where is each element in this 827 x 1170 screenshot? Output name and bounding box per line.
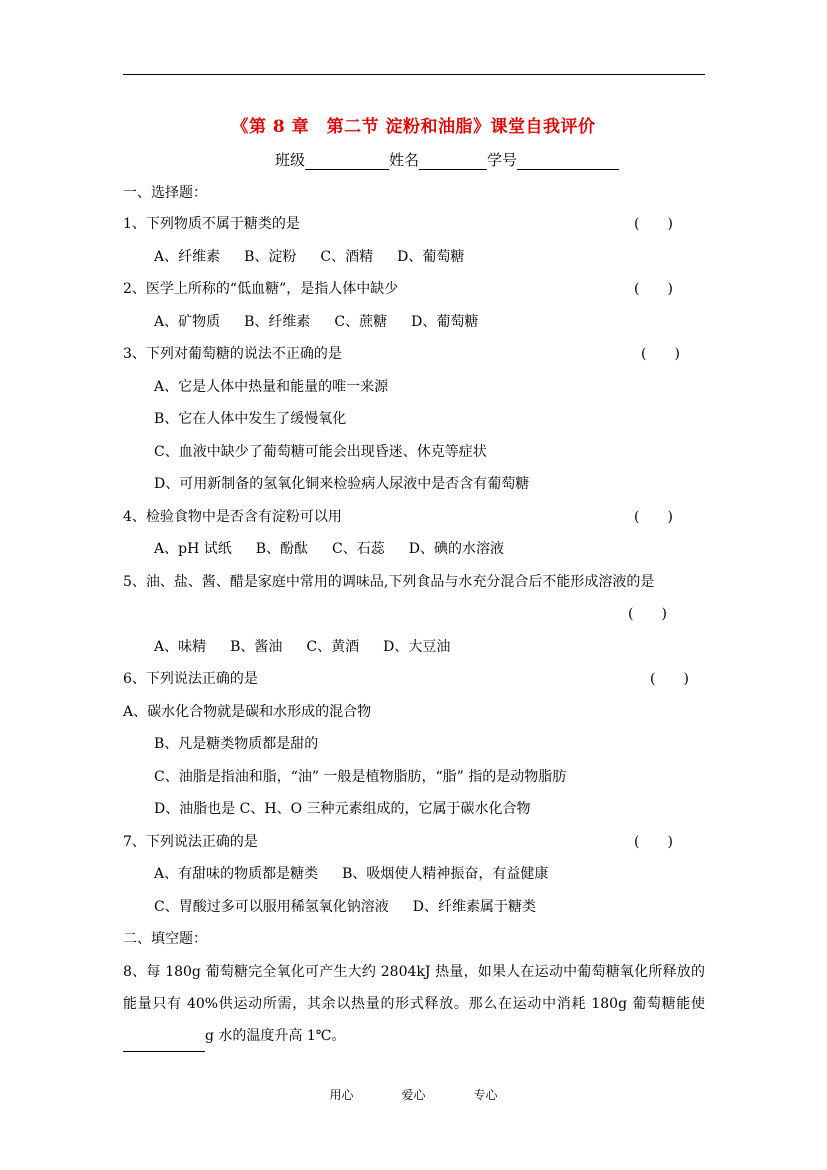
option-d: D、碘的水溶液	[408, 541, 504, 557]
option-b: B、酚酞	[255, 541, 309, 557]
question-1-options	[154, 247, 488, 267]
question-4-stem: 4、检验食物中是否含有淀粉可以用	[123, 509, 342, 525]
question-4-answer-paren[interactable]: ( )	[634, 509, 673, 525]
option-d: D、葡萄糖	[411, 314, 479, 330]
section-heading-fill: 二、填空题：	[123, 931, 207, 947]
question-2-stem: 2、医学上所称的“低血糖”，是指人体中缺少	[123, 281, 399, 297]
page-footer	[0, 1086, 827, 1103]
option-a: A、纤维素	[154, 249, 221, 265]
question-8	[123, 956, 705, 1052]
question-1-stem: 1、下列物质不属于糖类的是	[123, 216, 300, 232]
question-3-stem: 3、下列对葡萄糖的说法不正确的是	[123, 346, 342, 362]
question-3-option-a: A、它是人体中热量和能量的唯一来源	[154, 379, 389, 395]
question-3-option-b: B、它在人体中发生了缓慢氧化	[154, 411, 347, 427]
question-8-text: 8、每 180g 葡萄糖完全氧化可产生大约 2804kJ 热量，如果人在运动中葡萄糖氧化所释放的能量只有 40%供运动所需，其余以热量的形式释放。那么在运动中消耗 180g 葡萄糖能使	[123, 964, 705, 1012]
class-label: 班级	[275, 151, 306, 169]
option-c: C、酒精	[320, 249, 374, 265]
question-8-tail: g 水的温度升高 1℃。	[205, 1028, 346, 1044]
question-2-answer-paren[interactable]: ( )	[634, 281, 673, 297]
option-b: B、纤维素	[244, 314, 311, 330]
question-6-option-c: C、油脂是指油和脂，“油” 一般是植物脂肪，“脂” 指的是动物脂肪	[154, 769, 567, 785]
id-blank[interactable]	[517, 152, 619, 170]
question-6-option-d: D、油脂也是 C、H、O 三种元素组成的，它属于碳水化合物	[154, 801, 531, 817]
id-label: 学号	[487, 151, 518, 169]
question-1-answer-paren[interactable]: ( )	[634, 216, 673, 232]
option-a: A、有甜味的物质都是糖类	[154, 866, 319, 882]
option-d: D、大豆油	[383, 639, 451, 655]
question-4-options	[154, 539, 528, 559]
question-7-options-row-1	[154, 864, 572, 884]
question-6-stem: 6、下列说法正确的是	[123, 671, 258, 687]
question-6-answer-paren[interactable]: ( )	[650, 671, 689, 687]
option-c: C、蔗糖	[334, 314, 388, 330]
question-2-options	[154, 312, 502, 332]
option-c: C、黄酒	[306, 639, 360, 655]
section-heading-choice: 一、选择题：	[123, 185, 207, 201]
option-b: B、酱油	[230, 639, 283, 655]
name-blank[interactable]	[419, 152, 487, 170]
question-6-option-a: A、碳水化合物就是碳和水形成的混合物	[123, 704, 372, 720]
option-a: A、pH 试纸	[154, 541, 232, 557]
option-a: A、味精	[154, 639, 207, 655]
option-c: C、胃酸过多可以服用稀氢氧化钠溶液	[154, 899, 389, 915]
option-b: B、吸烟使人精神振奋，有益健康	[342, 866, 549, 882]
option-c: C、石蕊	[332, 541, 385, 557]
option-b: B、淀粉	[244, 249, 297, 265]
question-3-answer-paren[interactable]: ( )	[641, 346, 680, 362]
question-3-option-c: C、血液中缺少了葡萄糖可能会出现昏迷、休克等症状	[154, 444, 487, 460]
question-5-options	[154, 637, 474, 657]
student-info-line	[275, 149, 619, 170]
question-7-answer-paren[interactable]: ( )	[634, 834, 673, 850]
option-a: A、矿物质	[154, 314, 221, 330]
option-d: D、葡萄糖	[397, 249, 465, 265]
question-3-option-d: D、可用新制备的氢氧化铜来检验病人尿液中是否含有葡萄糖	[154, 476, 530, 492]
footer-item: 用心	[329, 1088, 354, 1102]
question-5-answer-paren[interactable]: ( )	[628, 606, 667, 622]
question-6-option-b: B、凡是糖类物质都是甜的	[154, 736, 319, 752]
question-7-options-row-2	[154, 897, 560, 917]
class-blank[interactable]	[305, 152, 389, 170]
question-5-stem: 5、油、盐、酱、醋是家庭中常用的调味品,下列食品与水充分混合后不能形成溶液的是	[123, 574, 655, 590]
page-title: 《第 8 章 第二节 淀粉和油脂》课堂自我评价	[231, 117, 596, 137]
footer-item: 专心	[473, 1088, 498, 1102]
header-rule	[123, 74, 705, 75]
question-8-blank[interactable]	[123, 1033, 205, 1052]
option-d: D、纤维素属于糖类	[412, 899, 536, 915]
question-7-stem: 7、下列说法正确的是	[123, 834, 258, 850]
name-label: 姓名	[389, 151, 420, 169]
footer-item: 爱心	[401, 1088, 426, 1102]
